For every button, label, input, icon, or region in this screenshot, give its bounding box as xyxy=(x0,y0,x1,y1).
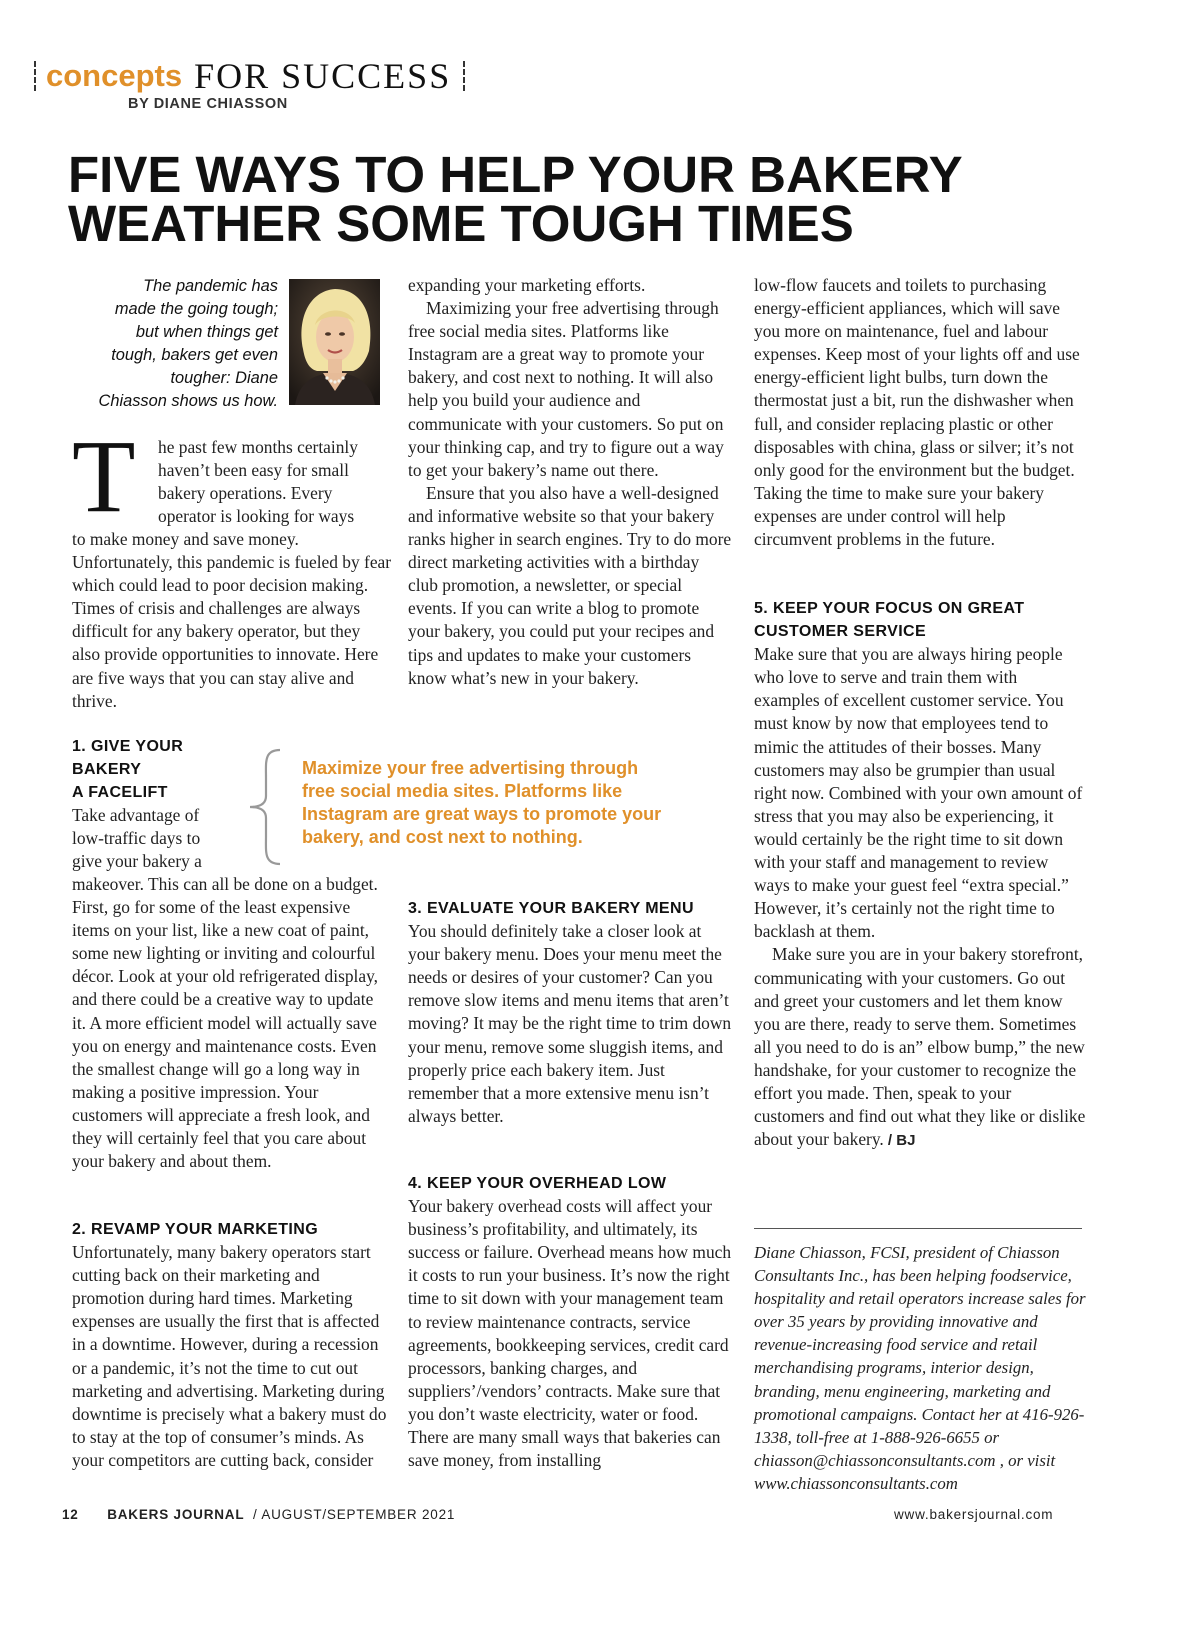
section-1-heading-line: 1. GIVE YOUR xyxy=(72,738,184,755)
lead-line: operator is looking for ways xyxy=(158,506,355,527)
intro-line: made the going tough; xyxy=(114,300,278,319)
drop-cap: T xyxy=(72,419,136,534)
section-1-wrap-line: Take advantage of xyxy=(72,805,200,825)
lead-paragraph: to make money and save money. Unfortunately, this pandemic is fueled by fear which could lead to poor decision making. Times of crisis and challenges are always difficult for any bakery operator, but they also provide opportunities to innovate. Here are five ways that you can stay alive and thrive. xyxy=(72,529,392,711)
pullquote-line: Maximize your free advertising through xyxy=(302,758,639,778)
section-5-paragraph-2 xyxy=(754,943,1086,1152)
section-3-paragraph: You should definitely take a closer look at your bakery menu. Does your menu meet the needs or desires of your customer? Can you remove slow items and menu items that aren’t moving? It may be the right time to trim down your menu, remove some sluggish items, and properly price each bakery item. Just remember that a more extensive menu isn’t always better. xyxy=(408,921,732,1126)
section-1-heading-line: BAKERY xyxy=(72,761,142,779)
pullquote-brace-icon xyxy=(244,748,288,866)
signoff: / BJ xyxy=(883,1132,916,1150)
lead-line: haven’t been easy for small xyxy=(158,460,349,481)
section-4-paragraph: Your bakery overhead costs will affect your business’s profitability, and ultimately, its success or failure. Overhead means how much it costs to run your business. It’s now the right time to sit down with your management team to review maintenance contracts, service agreements, bookkeeping services, credit card processors, banking charges, and suppliers’/vendors’ contracts. Make sure that you don’t waste electricity, water or food. There are many small ways that bakeries can save money, from installing xyxy=(408,1196,732,1471)
headline-line-1: FIVE WAYS TO HELP YOUR BAKERY xyxy=(68,146,963,203)
section-5-closing-text: Make sure you are in your bakery storefront, communicating with your customers. Go out and greet your customers and let them know you are there, ready to serve them. Sometimes all you need to do is an” elbow bump,” the new handshake, for your customer to recognize the effort you made. Then, speak to your customers and find out what they like or dislike about your bakery. xyxy=(754,944,1086,1150)
section-3 xyxy=(408,897,733,1128)
kicker-left-rule xyxy=(34,61,36,91)
section-2 xyxy=(72,1218,392,1472)
section-1-wrap-line: give your bakery a xyxy=(72,851,202,872)
col2-paragraph: Maximizing your free advertising through free social media sites. Platforms like Instagram are a great way to promote your bakery, and cost next to nothing. It will also help you build your audience and communicate with your customers. So put on your thinking cap, and try to figure out a way to get your bakery’s name out there. xyxy=(408,298,724,480)
section-3-heading: 3. EVALUATE YOUR BAKERY MENU xyxy=(408,900,694,917)
issue-date: / AUGUST/SEPTEMBER 2021 xyxy=(252,1507,456,1522)
section-1-paragraph: makeover. This can all be done on a budget. First, go for some of the least expensive items on your list, like a new coat of paint, some new lighting or inviting and colourful décor. Look at your old refrigerated display, and there could be a creative way to update it. A more efficient model will actually save you on energy and maintenance costs. Even the smallest change will go a long way in making a positive impression. Your customers will appreciate a fresh look, and they will certainly feel that you care about your bakery and about them. xyxy=(72,874,378,1172)
publication-name: BAKERS JOURNAL xyxy=(107,1507,245,1522)
column-1-lead xyxy=(72,528,392,713)
section-kicker xyxy=(34,56,465,96)
intro-line: Chiasson shows us how. xyxy=(98,392,278,411)
section-1-wrap-line: low-traffic days to xyxy=(72,828,201,849)
col2-paragraph: Ensure that you also have a well-designed and informative website so that your bakery ranks higher in search engines. Try to do more direct marketing activities with a birthday club promotion, a newsletter, or special events. If you can write a blog to promote your bakery, you could put your recipes and tips and updates to make your customers know what’s new in your bakery. xyxy=(408,482,732,688)
pullquote-line: Instagram are great ways to promote your xyxy=(302,804,662,825)
intro-line: tougher: Diane xyxy=(170,369,278,388)
article-headline xyxy=(68,146,1148,252)
intro-line: but when things get xyxy=(135,323,278,342)
lead-cap-lines xyxy=(158,436,390,528)
author-bio: Diane Chiasson, FCSI, president of Chiasson Consultants Inc., has been helping foodservice, hospitality and retail operators increase sales for over 35 years by providing innovative and revenue-increasing food service and retail merchandising programs, interior design, branding, menu engineering, marketing and promotional campaigns. Contact her at 416-926-1338, toll-free at 1-888-926-6655 or chiasson@chiassonconsultants.com , or visit www.chiassonconsultants.com xyxy=(754,1243,1086,1493)
section-1-heading xyxy=(72,735,262,804)
column-3-top xyxy=(754,274,1086,551)
section-5-heading-line: 5. KEEP YOUR FOCUS ON GREAT xyxy=(754,600,1025,617)
kicker-accent: concepts xyxy=(46,58,183,93)
intro-line: tough, bakers get even xyxy=(111,346,278,365)
byline: BY DIANE CHIASSON xyxy=(128,96,288,112)
column-2-top xyxy=(408,274,733,690)
pullquote xyxy=(302,757,742,849)
col3-paragraph: low-flow faucets and toilets to purchasing energy-efficient appliances, which will save you more on maintenance, fuel and labour expenses. Keep most of your lights off and use energy-efficient light bulbs, turn down the thermostat just a bit, run the dishwasher when full, and consider replacing plastic or other disposables with china, glass or silver; it’s not only good for the environment but the budget. Taking the time to make sure your bakery expenses are under control will help circumvent problems in the future. xyxy=(754,275,1080,550)
section-2-paragraph: Unfortunately, many bakery operators start cutting back on their marketing and promotion during hard times. Marketing expenses are usually the first that is affected in a downtime. However, during a recession or a pandemic, it’s not the time to cut out marketing and advertising. Marketing during downtime is precisely what a bakery must do to stay at the top of consumer’s minds. As your competitors are cutting back, consider xyxy=(72,1242,387,1470)
bio-divider xyxy=(754,1228,1082,1229)
page-number: 12 xyxy=(62,1507,79,1522)
intro-deck xyxy=(60,275,278,414)
intro-line: The pandemic has xyxy=(143,277,278,295)
section-1-body xyxy=(72,873,390,1173)
section-2-heading: 2. REVAMP YOUR MARKETING xyxy=(72,1221,319,1238)
pullquote-line: bakery, and cost next to nothing. xyxy=(302,827,583,848)
lead-line: bakery operations. Every xyxy=(158,483,333,504)
kicker-title: FOR SUCCESS xyxy=(194,56,452,96)
kicker-right-rule xyxy=(463,61,465,91)
pullquote-line: free social media sites. Platforms like xyxy=(302,781,623,802)
footer-url: www.bakersjournal.com xyxy=(894,1507,1054,1522)
section-5-paragraph: Make sure that you are always hiring people who love to serve and train them with examples of excellent customer service. You must know by now that employees tend to mimic the attitudes of their bosses. Many customers may also be grumpier than usual right now. Combined with your own amount of stress that you may also be experiencing, it would certainly be the right time to sit down with your staff and management to review ways to make your guest feel “extra special.” However, it’s certainly not the right time to backlash at them. xyxy=(754,644,1083,942)
author-photo xyxy=(289,279,380,405)
section-5-heading-line: CUSTOMER SERVICE xyxy=(754,623,927,641)
section-4-heading: 4. KEEP YOUR OVERHEAD LOW xyxy=(408,1175,667,1192)
headline-line-2: WEATHER SOME TOUGH TIMES xyxy=(68,195,854,252)
footer-folio xyxy=(62,1507,455,1522)
section-4 xyxy=(408,1172,733,1472)
author-portrait-icon xyxy=(289,279,380,405)
section-1-wrap-lines xyxy=(72,804,272,873)
section-1-heading-line: A FACELIFT xyxy=(72,784,168,802)
section-5 xyxy=(754,597,1086,1152)
col2-paragraph: expanding your marketing efforts. xyxy=(408,275,646,295)
lead-line: he past few months certainly xyxy=(158,437,358,457)
